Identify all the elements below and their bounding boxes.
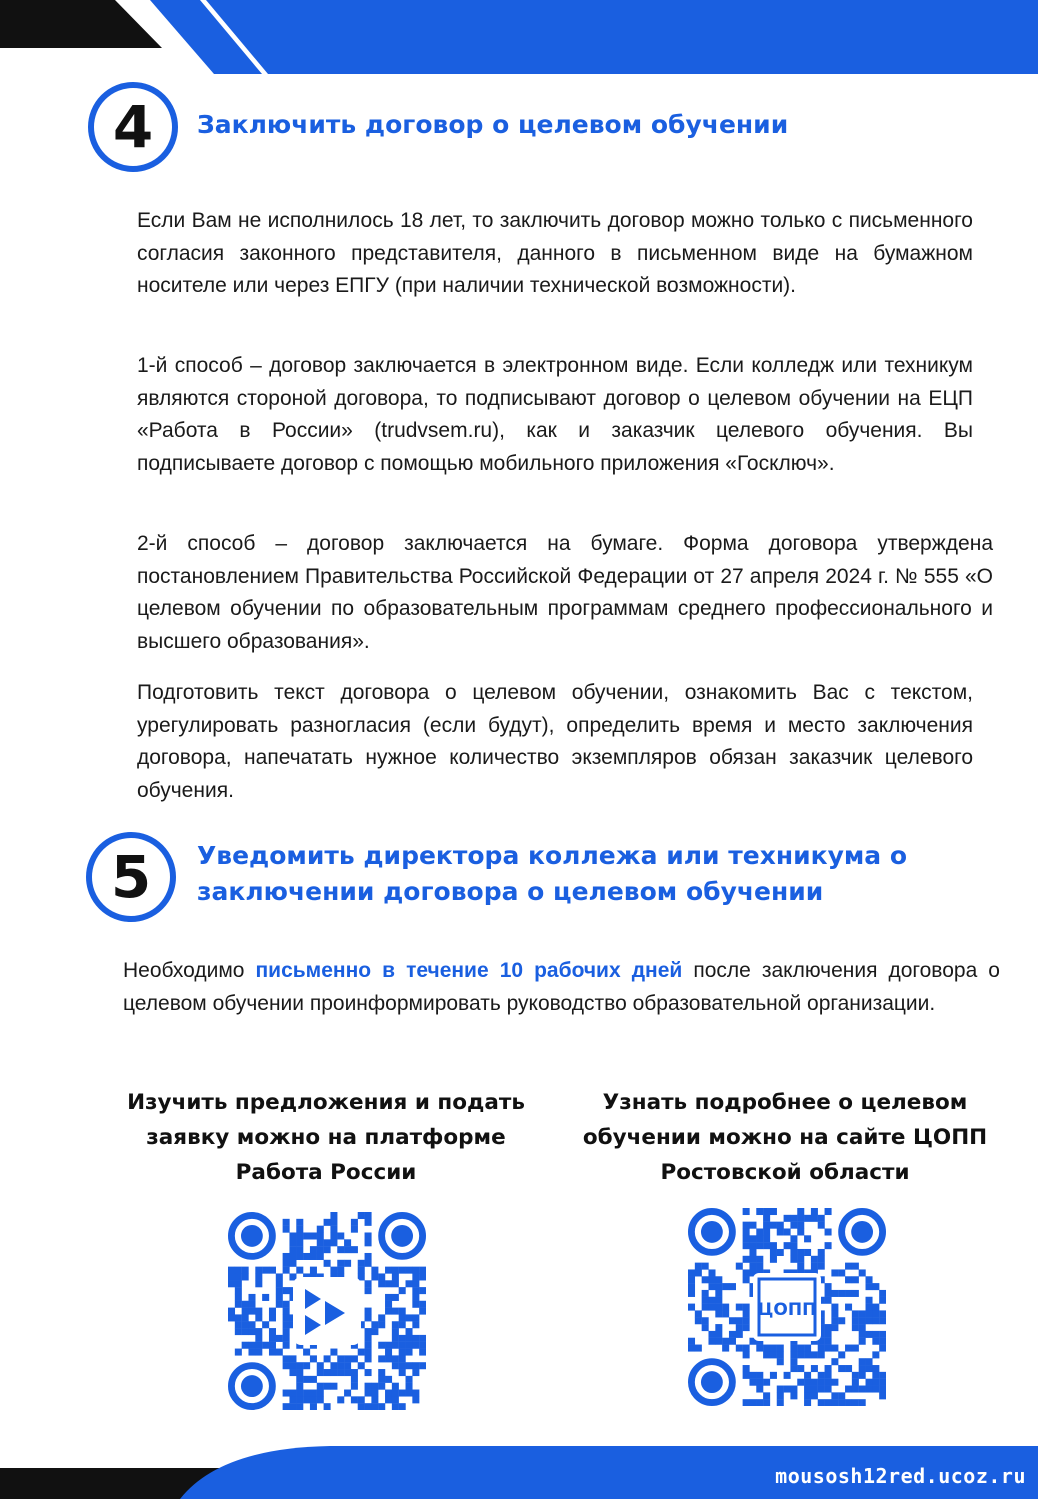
- step-4-title: Заключить договор о целевом обучении: [197, 110, 789, 139]
- step-4-paragraph-2: 1-й способ – договор заключается в электронном виде. Если колледж или техникум являются стороной договора, то подписывают договор о целевом обучении на ЕЦП «Работа в России» (trudvsem.ru), как и заказчик целевого обучения. Вы подписываете договор с помощью мобильного приложения «Госключ».: [137, 354, 973, 475]
- step-4-paragraph-4: Подготовить текст договора о целевом обучении, ознакомить Вас с текстом, урегулировать разногласия (если будут), определить время и место заключения договора, напечатать нужное количество экземпляров обязан заказчик целевого обучения.: [137, 681, 973, 802]
- qr-code-rabota-rossii[interactable]: [228, 1212, 426, 1410]
- step-5-text-after: после заключения договора о целевом обучении проинформировать руководство образовательной организации.: [123, 959, 1000, 1015]
- qr-code-copp[interactable]: [688, 1208, 886, 1406]
- step-4-paragraph-3: 2-й способ – договор заключается на бумаге. Форма договора утверждена постановлением Правительства Российской Федерации от 27 апреля 2024 г. № 555 «О целевом обучении по образовательным программам среднего профессионального и высшего образования».: [137, 532, 993, 653]
- step-4-badge: 4: [88, 82, 178, 172]
- step-5-badge: 5: [86, 832, 176, 922]
- step-5-text-highlight: письменно в течение 10 рабочих дней: [255, 959, 683, 982]
- step-5-text: [123, 955, 1000, 1020]
- cta-left-text: Изучить предложения и подать заявку можно на платформе Работа России: [127, 1090, 525, 1185]
- watermark: mousosh12red.ucoz.ru: [775, 1464, 1026, 1488]
- step-5-title: Уведомить директора коллежа или техникума о заключении договора о целевом обучении: [197, 841, 908, 906]
- step-4-paragraph-1: Если Вам не исполнилось 18 лет, то заключить договор можно только с письменного согласия законного представителя, данного в письменном виде на бумажном носителе или через ЕПГУ (при наличии технической возможности).: [137, 209, 973, 297]
- copp-logo-text: ЦОПП: [757, 1300, 817, 1320]
- step-5-text-before: Необходимо: [123, 959, 256, 982]
- cta-right-text: Узнать подробнее о целевом обучении можно на сайте ЦОПП Ростовской области: [582, 1090, 988, 1185]
- top-decoration: [0, 0, 1038, 74]
